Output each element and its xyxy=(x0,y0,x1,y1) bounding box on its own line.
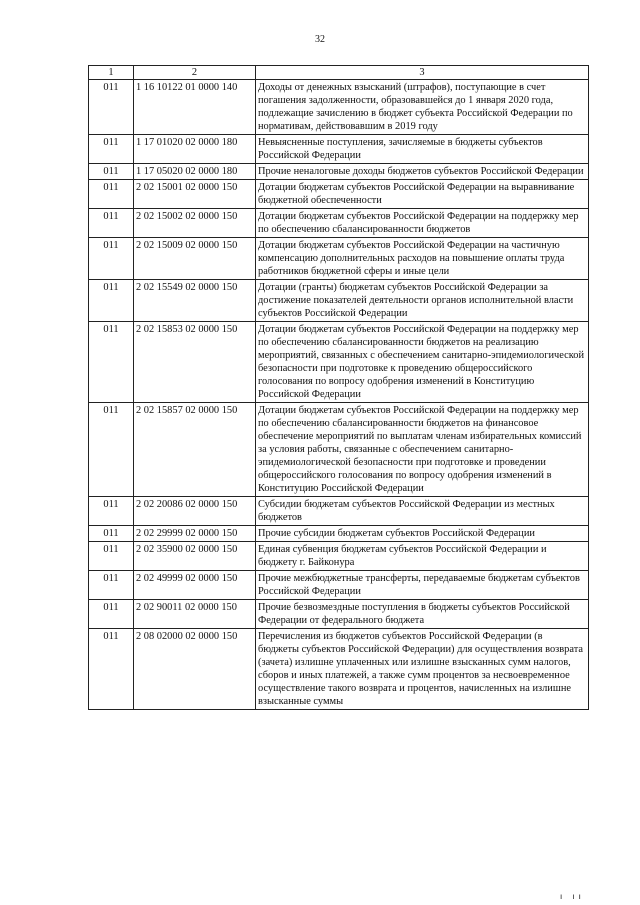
table-row xyxy=(89,209,589,238)
admin-code: 011 xyxy=(89,238,134,280)
revenue-name: Дотации бюджетам субъектов Российской Федерации на поддержку мер по обеспечению сбалансированности бюджетов xyxy=(256,209,589,238)
admin-code: 011 xyxy=(89,135,134,164)
revenue-code: 2 02 15009 02 0000 150 xyxy=(134,238,256,280)
admin-code: 011 xyxy=(89,180,134,209)
revenue-code: 2 02 90011 02 0000 150 xyxy=(134,600,256,629)
admin-code: 011 xyxy=(89,571,134,600)
admin-code: 011 xyxy=(89,164,134,180)
revenue-name: Дотации бюджетам субъектов Российской Федерации на поддержку мер по обеспечению сбалансированности бюджетов на финансовое обеспечение мероприятий по выплатам членам избирательных комиссий за условия работы, связанные с обеспечением санитарно-эпидемиологической безопасности при подготовке и проведении общероссийского голосования по вопросу одобрения изменений в Конституцию Российской Федерации xyxy=(256,403,589,497)
revenue-name: Субсидии бюджетам субъектов Российской Федерации из местных бюджетов xyxy=(256,497,589,526)
revenue-name: Единая субвенция бюджетам субъектов Российской Федерации и бюджету г. Байконура xyxy=(256,542,589,571)
revenue-name: Перечисления из бюджетов субъектов Российской Федерации (в бюджеты субъектов Российской Федерации) для осуществления возврата (зачета) излишне уплаченных или излишне взысканных сумм налогов, сборов и иных платежей, а также сумм процентов за несвоевременное осуществление такого возврата и процентов, начисленных на излишне взысканные суммы xyxy=(256,629,589,710)
revenue-name: Прочие межбюджетные трансферты, передаваемые бюджетам субъектов Российской Федерации xyxy=(256,571,589,600)
table-row xyxy=(89,571,589,600)
footer-mark: ı ıı xyxy=(560,892,585,901)
revenue-name: Прочие неналоговые доходы бюджетов субъектов Российской Федерации xyxy=(256,164,589,180)
revenue-code: 2 02 15857 02 0000 150 xyxy=(134,403,256,497)
column-header-2: 2 xyxy=(134,66,256,80)
revenue-name: Дотации бюджетам субъектов Российской Федерации на поддержку мер по обеспечению сбалансированности бюджетов на реализацию мероприятий, связанных с обеспечением санитарно-эпидемиологической безопасности при подготовке к проведению общероссийского голосования по вопросу одобрения изменений в Конституцию Российской Федерации xyxy=(256,322,589,403)
admin-code: 011 xyxy=(89,280,134,322)
revenue-code: 2 02 15549 02 0000 150 xyxy=(134,280,256,322)
revenue-code: 1 16 10122 01 0000 140 xyxy=(134,80,256,135)
revenue-name: Дотации (гранты) бюджетам субъектов Российской Федерации за достижение показателей деятельности органов исполнительной власти субъектов Российской Федерации xyxy=(256,280,589,322)
table-row xyxy=(89,322,589,403)
table-row xyxy=(89,526,589,542)
budget-revenue-table xyxy=(88,65,589,710)
table-row xyxy=(89,238,589,280)
revenue-name: Доходы от денежных взысканий (штрафов), поступающие в счет погашения задолженности, образовавшейся до 1 января 2020 года, подлежащие зачислению в бюджет субъекта Российской Федерации по нормативам, действовавшим в 2019 году xyxy=(256,80,589,135)
revenue-code: 2 02 29999 02 0000 150 xyxy=(134,526,256,542)
revenue-code: 2 02 20086 02 0000 150 xyxy=(134,497,256,526)
revenue-code: 1 17 01020 02 0000 180 xyxy=(134,135,256,164)
table-row xyxy=(89,542,589,571)
table-row xyxy=(89,629,589,710)
admin-code: 011 xyxy=(89,403,134,497)
column-header-3: 3 xyxy=(256,66,589,80)
admin-code: 011 xyxy=(89,80,134,135)
admin-code: 011 xyxy=(89,629,134,710)
admin-code: 011 xyxy=(89,542,134,571)
admin-code: 011 xyxy=(89,322,134,403)
table-row xyxy=(89,80,589,135)
revenue-code: 2 02 35900 02 0000 150 xyxy=(134,542,256,571)
revenue-code: 2 02 15002 02 0000 150 xyxy=(134,209,256,238)
admin-code: 011 xyxy=(89,209,134,238)
revenue-code: 1 17 05020 02 0000 180 xyxy=(134,164,256,180)
table-row xyxy=(89,164,589,180)
revenue-name: Дотации бюджетам субъектов Российской Федерации на выравнивание бюджетной обеспеченности xyxy=(256,180,589,209)
table-header-row xyxy=(89,66,589,80)
revenue-name: Прочие субсидии бюджетам субъектов Российской Федерации xyxy=(256,526,589,542)
column-header-1: 1 xyxy=(89,66,134,80)
admin-code: 011 xyxy=(89,497,134,526)
revenue-code: 2 02 15853 02 0000 150 xyxy=(134,322,256,403)
revenue-code: 2 08 02000 02 0000 150 xyxy=(134,629,256,710)
table-row xyxy=(89,135,589,164)
table-row xyxy=(89,280,589,322)
table-row xyxy=(89,403,589,497)
admin-code: 011 xyxy=(89,600,134,629)
page-number: 32 xyxy=(315,34,325,45)
revenue-name: Невыясненные поступления, зачисляемые в бюджеты субъектов Российской Федерации xyxy=(256,135,589,164)
revenue-code: 2 02 49999 02 0000 150 xyxy=(134,571,256,600)
revenue-code: 2 02 15001 02 0000 150 xyxy=(134,180,256,209)
table-row xyxy=(89,497,589,526)
revenue-name: Прочие безвозмездные поступления в бюджеты субъектов Российской Федерации от федерального бюджета xyxy=(256,600,589,629)
table-row xyxy=(89,600,589,629)
table-row xyxy=(89,180,589,209)
revenue-name: Дотации бюджетам субъектов Российской Федерации на частичную компенсацию дополнительных расходов на повышение оплаты труда работников бюджетной сферы и иные цели xyxy=(256,238,589,280)
admin-code: 011 xyxy=(89,526,134,542)
